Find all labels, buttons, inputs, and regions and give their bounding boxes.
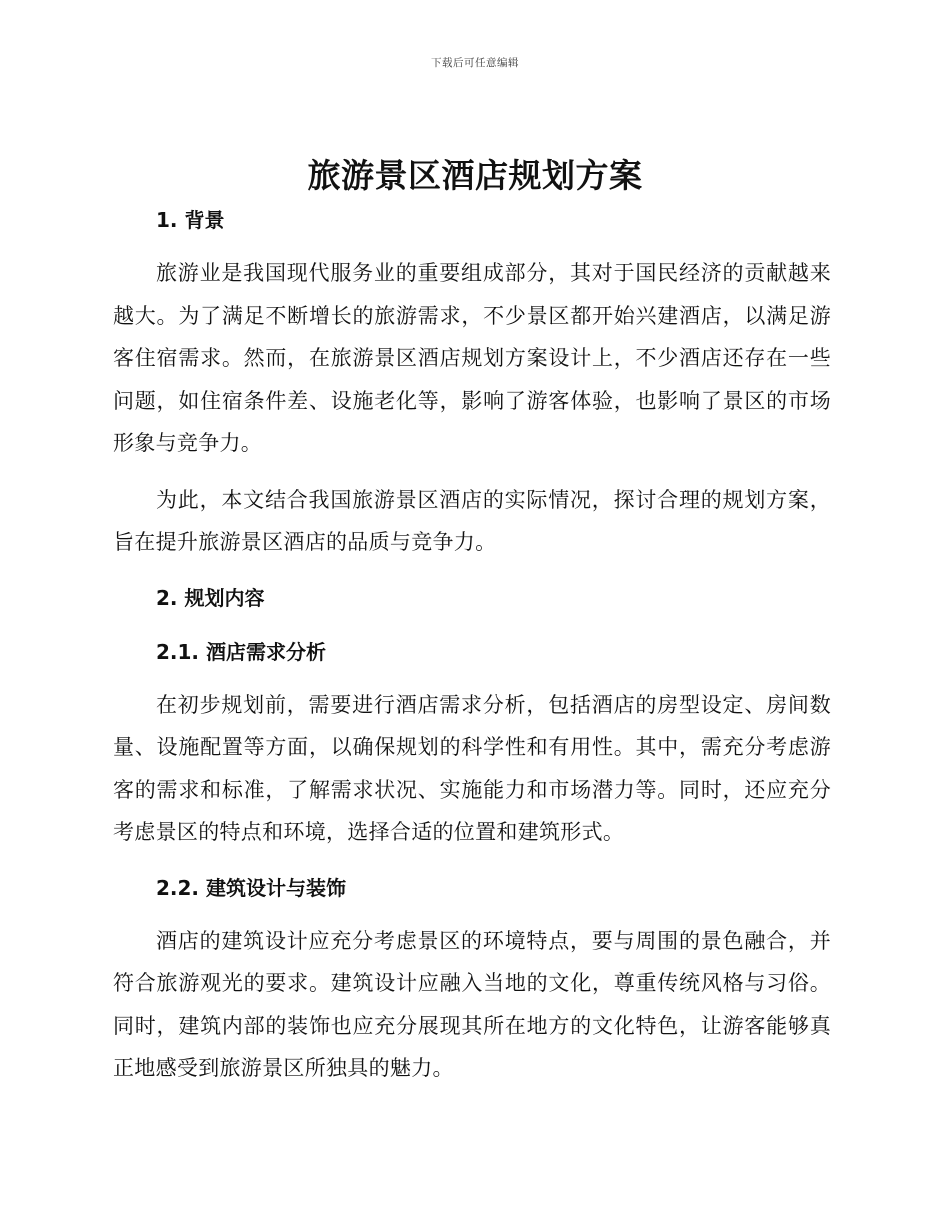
paragraph-background-2: 为此，本文结合我国旅游景区酒店的实际情况，探讨合理的规划方案，旨在提升旅游景区酒店的品质与竞争力。 bbox=[113, 487, 831, 554]
paragraph-background-1: 旅游业是我国现代服务业的重要组成部分，其对于国民经济的贡献越来越大。为了满足不断增长的旅游需求，不少景区都开始兴建酒店，以满足游客住宿需求。然而，在旅游景区酒店规划方案设计上，不少酒店还存在一些问题，如住宿条件差、设施老化等，影响了游客体验，也影响了景区的市场形象与竞争力。 bbox=[113, 261, 831, 455]
document-body bbox=[113, 200, 831, 1090]
header-note: 下载后可任意编辑 bbox=[431, 57, 519, 69]
document-title: 旅游景区酒店规划方案 bbox=[307, 156, 643, 195]
section-heading-background: 1. 背景 bbox=[156, 208, 225, 232]
subsection-heading-architecture: 2.2. 建筑设计与装饰 bbox=[156, 875, 346, 900]
paragraph-architecture: 酒店的建筑设计应充分考虑景区的环境特点，要与周围的景色融合，并符合旅游观光的要求。建筑设计应融入当地的文化，尊重传统风格与习俗。同时，建筑内部的装饰也应充分展现其所在地方的文化特色，让游客能够真正地感受到旅游景区所独具的魅力。 bbox=[113, 928, 831, 1080]
paragraph-demand-analysis: 在初步规划前，需要进行酒店需求分析，包括酒店的房型设定、房间数量、设施配置等方面，以确保规划的科学性和有用性。其中，需充分考虑游客的需求和标准，了解需求状况、实施能力和市场潜力等。同时，还应充分考虑景区的特点和环境，选择合适的位置和建筑形式。 bbox=[113, 692, 831, 844]
section-heading-plan-content: 2. 规划内容 bbox=[156, 585, 265, 610]
subsection-heading-demand-analysis: 2.1. 酒店需求分析 bbox=[156, 639, 326, 664]
